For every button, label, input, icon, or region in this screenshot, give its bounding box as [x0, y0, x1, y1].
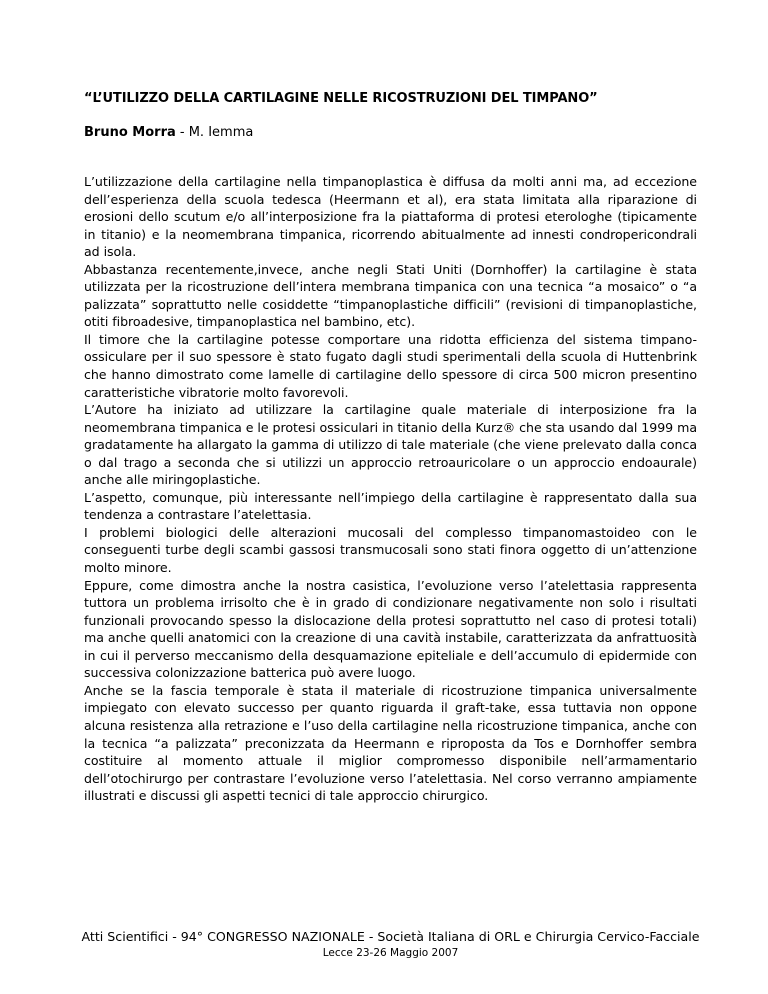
footer-date-place: Lecce 23-26 Maggio 2007 [322, 947, 459, 959]
paragraph-5: L’aspetto, comunque, più interessante nell’impiego della cartilagine è rappresentato dalla sua tendenza a contrastare l’atelettasia. [84, 489, 697, 523]
paragraph-4: L’Autore ha iniziato ad utilizzare la cartilagine quale materiale di interposizione fra la neomembrana timpanica e le protesi ossiculari in titanio della Kurz® che sta usando dal 1999 ma gradatamente ha allargato la gamma di utilizzo di tale materiale (che viene prelevato dalla conca o dal trago a seconda che si utilizzi un approccio retroauricolare o un approccio endoaurale) anche alle miringoplastiche. [84, 402, 697, 488]
paragraph-6: I problemi biologici delle alterazioni mucosali del complesso timpanomastoideo con le conseguenti turbe degli scambi gassosi transmucosali sono stati finora oggetto di un’attenzione molto minore. [84, 524, 697, 576]
document-title: “L’UTILIZZO DELLA CARTILAGINE NELLE RICOSTRUZIONI DEL TIMPANO” [84, 91, 598, 106]
coauthor: M. Iemma [188, 125, 254, 140]
paragraph-8: Anche se la fascia temporale è stata il materiale di ricostruzione timpanica universalmente impiegato con elevato successo per quanto riguarda il graft-take, essa tuttavia non oppone alcuna resistenza alla retrazione e l’uso della cartilagine nella ricostruzione timpanica, anche con la tecnica “a palizzata” preconizzata da Heermann e riproposta da Tos e Dornhoffer sembra costituire al momento attuale il miglior compromesso disponibile nell’armamentario dell’otochirurgo per contrastare l’evoluzione verso l’atelettasia. Nel corso verranno ampiamente illustrati e discussi gli aspetti tecnici di tale approccio chirurgico. [84, 682, 697, 804]
paragraph-7: Eppure, come dimostra anche la nostra casistica, l’evoluzione verso l’atelettasia rappresenta tuttora un problema irrisolto che è in grado di condizionare negativamente non solo i risultati funzionali provocando spesso la dislocazione della protesi soprattutto nel caso di protesi totali) ma anche quelli anatomici con la creazione di una cavità instabile, caratterizzata da anfrattuosità in cui il perverso meccanismo della desquamazione epiteliale e dell’accumulo di epidermide con successiva colonizzazione batterica può avere luogo. [84, 577, 697, 681]
page-footer [64, 928, 717, 960]
author-separator: - [175, 125, 189, 140]
paragraph-1: L’utilizzazione della cartilagine nella timpanoplastica è diffusa da molti anni ma, ad eccezione dell’esperienza della scuola tedesca (Heermann et al), era stata limitata alla riparazione di erosioni dello scutum e/o all’interposizione fra la piattaforma di protesi eterologhe (tipicamente in titanio) e la neomembrana timpanica, ricorrendo abitualmente ad innesti condropericondrali ad isola. [84, 174, 697, 260]
document-page [81, 0, 700, 994]
lead-author: Bruno Morra [84, 125, 176, 140]
paragraph-3: Il timore che la cartilagine potesse comportare una ridotta efficienza del sistema timpano-ossiculare per il suo spessore è stato fugato dagli studi sperimentali della scuola di Huttenbrink che hanno dimostrato come lamelle di cartilagine dello spessore di circa 500 micron presentino caratteristiche vibratorie molto favorevoli. [84, 331, 697, 400]
paragraph-2: Abbastanza recentemente,invece, anche negli Stati Uniti (Dornhoffer) la cartilagine è stata utilizzata per la ricostruzione dell’intera membrana timpanica con una tecnica “a mosaico” o “a palizzata” soprattutto nelle cosiddette “timpanoplastiche difficili” (revisioni di timpanoplastiche, otiti fibroadesive, timpanoplastica nel bambino, etc). [84, 261, 697, 330]
abstract-body [84, 173, 697, 805]
footer-congress: Atti Scientifici - 94° CONGRESSO NAZIONALE - Società Italiana di ORL e Chirurgia Cervico-Facciale [81, 929, 700, 944]
author-line [84, 124, 697, 142]
